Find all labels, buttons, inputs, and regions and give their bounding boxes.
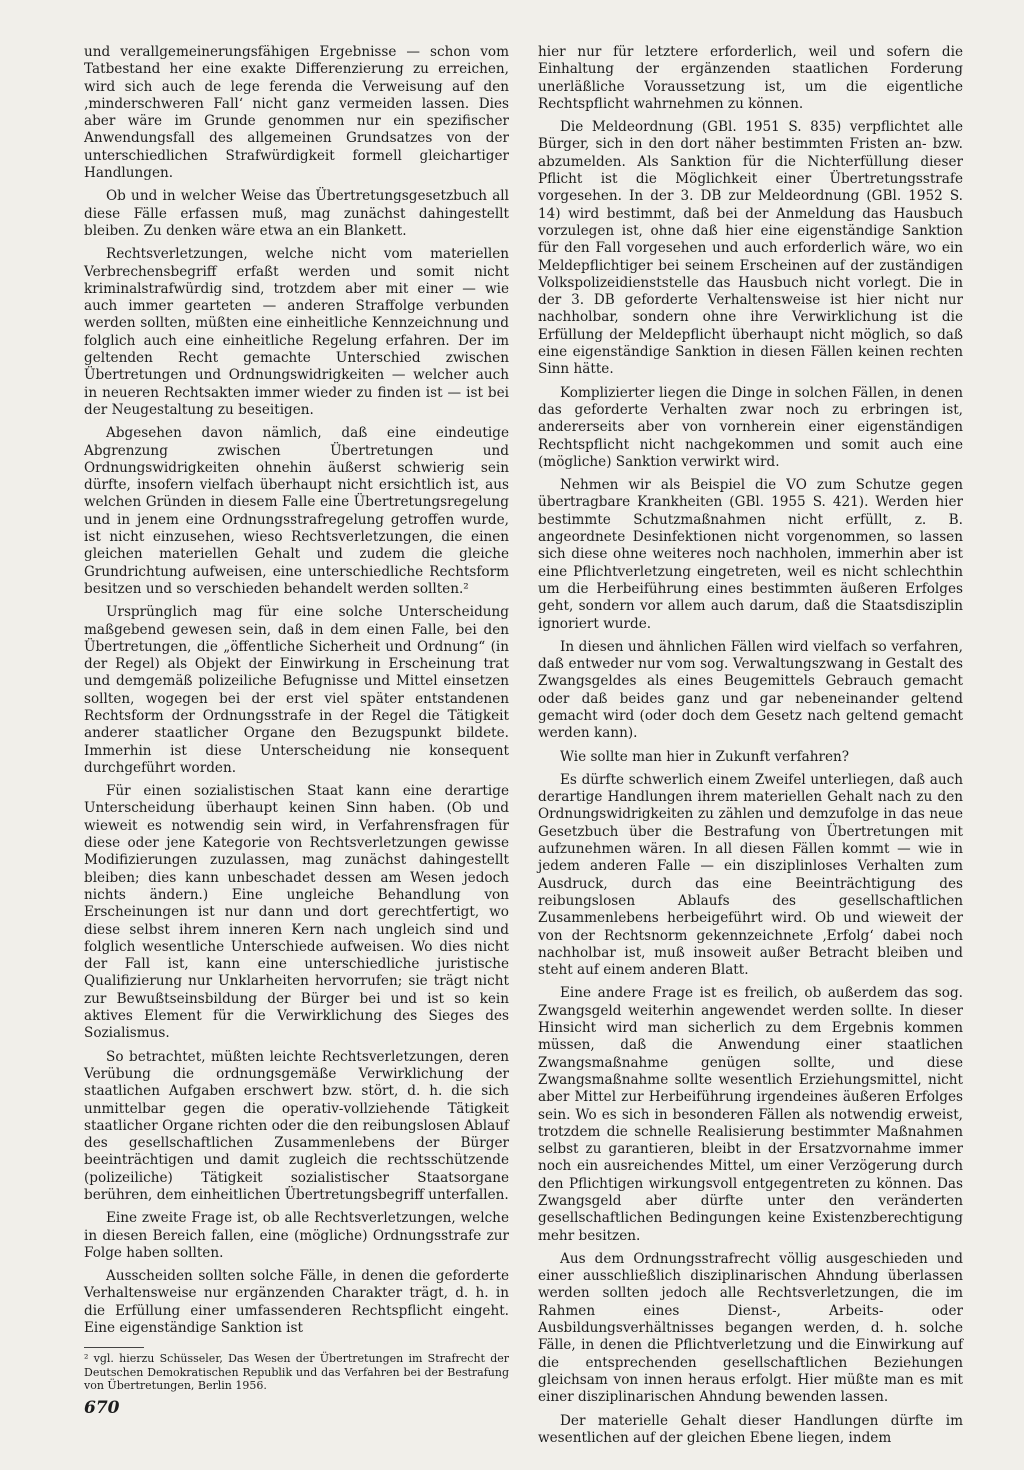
paragraph: Rechtsverletzungen, welche nicht vom materiellen Verbrechensbegriff erfaßt werden und somit nicht kriminalstrafwürdig sind, trotzdem aber mit einer — wie auch immer gearteten — anderen Straffolge verbunden werden sollten, müßten eine einheitliche Kennzeichnung und folglich auch eine einheitliche Regelung erfahren. Der im geltenden Recht gemachte Unterschied zwischen Übertretungen und Ordnungswidrigkeiten — welcher auch in neueren Rechtsakten immer wieder zu finden ist — ist bei der Neugestaltung zu beseitigen.	[84, 246, 509, 418]
paragraph: Es dürfte schwerlich einem Zweifel unterliegen, daß auch derartige Handlungen ihrem materiellen Gehalt nach zu den Ordnungswidrigkeiten zu zählen und demzufolge in das neue Gesetzbuch über die Bestrafung von Übertretungen mit aufzunehmen wären. In all diesen Fällen kommt — wie in jedem anderen Falle — ein disziplinloses Verhalten zum Ausdruck, durch das eine Beeinträchtigung des reibungslosen Ablaufs des gesellschaftlichen Zusammenlebens herbeigeführt wird. Ob und wieweit der von der Rechtsnorm gekennzeichnete ‚Erfolg‘ dabei noch nachholbar ist, muß insoweit außer Betracht bleiben und steht auf einem anderen Blatt.	[538, 771, 963, 979]
paragraph: Aus dem Ordnungsstrafrecht völlig ausgeschieden und einer ausschließlich disziplinarischen Ahndung überlassen werden sollten jedoch alle Rechtsverletzungen, die im Rahmen eines Dienst-, Arbeits- oder Ausbildungsverhältnisses begangen werden, d. h. solche Fälle, in denen die Pflichtverletzung und die Einwirkung auf die entsprechenden gesellschaftlichen Beziehungen gleichsam von innen heraus erfolgt. Hier müßte man es mit einer disziplinarischen Ahndung bewenden lassen.	[538, 1250, 963, 1406]
paragraph: Eine zweite Frage ist, ob alle Rechtsverletzungen, welche in diesen Bereich fallen, eine (mögliche) Ordnungsstrafe zur Folge haben sollten.	[84, 1210, 509, 1261]
footnote-divider	[84, 1347, 144, 1348]
paragraph: hier nur für letztere erforderlich, weil und sofern die Einhaltung der ergänzenden staatlichen Forderung unerläßliche Voraussetzung ist, um die eigentliche Rechtspflicht wahrnehmen zu können.	[538, 44, 963, 112]
paragraph: In diesen und ähnlichen Fällen wird vielfach so verfahren, daß entweder nur vom sog. Verwaltungszwang in Gestalt des Zwangsgeldes als eines Beugemittels Gebrauch gemacht oder daß beides ganz und gar nebeneinander geltend gemacht wird (oder doch dem Gesetz nach geltend gemacht werden kann).	[538, 638, 963, 742]
paragraph: So betrachtet, müßten leichte Rechtsverletzungen, deren Verübung die ordnungsgemäße Verwirklichung der staatlichen Aufgaben erschwert bzw. stört, d. h. die sich unmittelbar gegen die operativ-vollziehende Tätigkeit staatlicher Organe richten oder die den reibungslosen Ablauf des gesellschaftlichen Zusammenlebens der Bürger beeinträchtigen und damit zugleich die rechtsschützende (polizeiliche) Tätigkeit sozialistischer Staatsorgane berühren, dem einheitlichen Übertretungsbegriff unterfallen.	[84, 1048, 509, 1203]
paragraph: Eine andere Frage ist es freilich, ob außerdem das sog. Zwangsgeld weiterhin angewendet werden sollte. In dieser Hinsicht wird man sicherlich zu dem Ergebnis kommen müssen, daß die Anwendung einer staatlichen Zwangsmaßnahme genügen sollte, und diese Zwangsmaßnahme sollte wesentlich Erziehungsmittel, nicht aber Mittel zur Herbeiführung irgendeines äußeren Erfolges sein. Wo es sich in besonderen Fällen als notwendig erweist, trotzdem die schnelle Realisierung bestimmter Maßnahmen selbst zu garantieren, bleibt in der Ersatzvornahme immer noch ein ausreichendes Mittel, um einer Verzögerung durch den Pflichtigen wirkungsvoll entgegentreten zu können. Das Zwangsgeld aber dürfte unter den veränderten gesellschaftlichen Bedingungen keine Existenzberechtigung mehr besitzen.	[538, 985, 963, 1244]
paragraph: und verallgemeinerungsfähigen Ergebnisse — schon vom Tatbestand her eine exakte Differenzierung zu erreichen, wird sich auch de lege ferenda die Verweisung auf den ‚minderschweren Fall‘ nicht ganz vermeiden lassen. Dies aber wäre im Grunde genommen nur ein spezifischer Anwendungsfall des allgemeinen Grundsatzes von der unterschiedlichen Strafwürdigkeit formell gleichartiger Handlungen.	[84, 44, 509, 182]
footnote: ² vgl. hierzu Schüsseler, Das Wesen der Übertretungen im Strafrecht der Deutschen Demokratischen Republik und das Verfahren bei der Bestrafung von Übertretungen, Berlin 1956.	[84, 1352, 509, 1393]
paragraph: Wie sollte man hier in Zukunft verfahren?	[560, 748, 850, 765]
page-number: 670	[84, 1398, 120, 1418]
paragraph: Der materielle Gehalt dieser Handlungen dürfte im wesentlichen auf der gleichen Ebene liegen, indem	[538, 1412, 963, 1446]
paragraph: Ausscheiden sollten solche Fälle, in denen die geforderte Verhaltensweise nur ergänzenden Charakter trägt, d. h. in die Erfüllung einer umfassenderen Rechtspflicht eingeht. Eine eigenständige Sanktion ist	[84, 1268, 509, 1337]
paragraph: Ob und in welcher Weise das Übertretungsgesetzbuch all diese Fälle erfassen muß, mag zunächst dahingestellt bleiben. Zu denken wäre etwa an ein Blankett.	[84, 188, 509, 239]
paragraph: Abgesehen davon nämlich, daß eine eindeutige Abgrenzung zwischen Übertretungen und Ordnungswidrigkeiten ohnehin äußerst schwierig sein dürfte, insofern vielfach überhaupt nicht ersichtlich ist, aus welchen Gründen in diesem Falle eine Übertretungsregelung und in jenem eine Ordnungsstrafregelung getroffen wurde, ist nicht einzusehen, wieso Rechtsverletzungen, die einen gleichen materiellen Gehalt und zudem die gleiche Grundrichtung aufweisen, eine unterschiedliche Rechtsform besitzen und so verschieden behandelt werden sollten.²	[84, 425, 509, 597]
right-column	[538, 44, 963, 1453]
left-column	[84, 44, 509, 1393]
paragraph: Für einen sozialistischen Staat kann eine derartige Unterscheidung überhaupt keinen Sinn haben. (Ob und wieweit es notwendig sein wird, in Verfahrensfragen für diese oder jene Kategorie von Rechtsverletzungen gewisse Modifizierungen zuzulassen, mag zunächst dahingestellt bleiben; dies kann unbeschadet dessen am Wesen jedoch nichts ändern.) Eine ungleiche Behandlung von Erscheinungen ist nur dann und dort gerechtfertigt, wo diese selbst ihrem inneren Kern nach ungleich sind und folglich wesentliche Unterschiede aufweisen. Wo dies nicht der Fall ist, kann eine unterschiedliche juristische Qualifizierung nur Unklarheiten hervorrufen; sie trägt nicht zur Bewußtseinsbildung der Bürger bei und ist so kein aktives Element für die Verwirklichung des Sieges des Sozialismus.	[84, 783, 509, 1042]
paragraph: Die Meldeordnung (GBl. 1951 S. 835) verpflichtet alle Bürger, sich in den dort näher bestimmten Fristen an- bzw. abzumelden. Als Sanktion für die Nichterfüllung dieser Pflicht ist die Möglichkeit einer Übertretungsstrafe vorgesehen. In der 3. DB zur Meldeordnung (GBl. 1952 S. 14) wird bestimmt, daß bei der Anmeldung das Hausbuch vorzulegen ist, ohne daß hier eine eigenständige Sanktion für den Fall vorgesehen und auch erforderlich wäre, wo ein Meldepflichtiger bei seinem Erscheinen auf der zuständigen Volkspolizeidienststelle das Hausbuch nicht vorlegt. Die in der 3. DB geforderte Verhaltensweise ist hier nicht nur nachholbar, sondern ohne ihre Verwirklichung ist die Erfüllung der Meldepflicht überhaupt nicht möglich, so daß eine eigenständige Sanktion in diesen Fällen keinen rechten Sinn hätte.	[538, 119, 963, 378]
paragraph: Ursprünglich mag für eine solche Unterscheidung maßgebend gewesen sein, daß in dem einen Falle, bei den Übertretungen, die „öffentliche Sicherheit und Ordnung“ (in der Regel) als Objekt der Einwirkung in Erscheinung trat und demgemäß polizeiliche Befugnisse und Mittel einsetzen sollten, wogegen bei der erst viel später entstandenen Rechtsform der Ordnungsstrafe in der Regel die Tätigkeit anderer staatlicher Organe den Bezugspunkt bildete. Immerhin ist diese Unterscheidung nie konsequent durchgeführt worden.	[84, 604, 509, 776]
paragraph: Komplizierter liegen die Dinge in solchen Fällen, in denen das geforderte Verhalten zwar noch zu erbringen ist, andererseits aber von vornherein einer eigenständigen Rechtspflicht nicht nachgekommen und somit auch eine (mögliche) Sanktion verwirkt wird.	[538, 384, 963, 470]
paragraph: Nehmen wir als Beispiel die VO zum Schutze gegen übertragbare Krankheiten (GBl. 1955 S. 421). Werden hier bestimmte Schutzmaßnahmen nicht erfüllt, z. B. angeordnete Desinfektionen nicht vorgenommen, so lassen sich diese ohne weiteres noch nachholen, immerhin aber ist eine Pflichtverletzung eingetreten, weil es nicht schlechthin um die Herbeiführung eines bestimmten äußeren Erfolges geht, sondern vor allem auch darum, daß die Staatsdisziplin ignoriert wurde.	[538, 477, 963, 632]
